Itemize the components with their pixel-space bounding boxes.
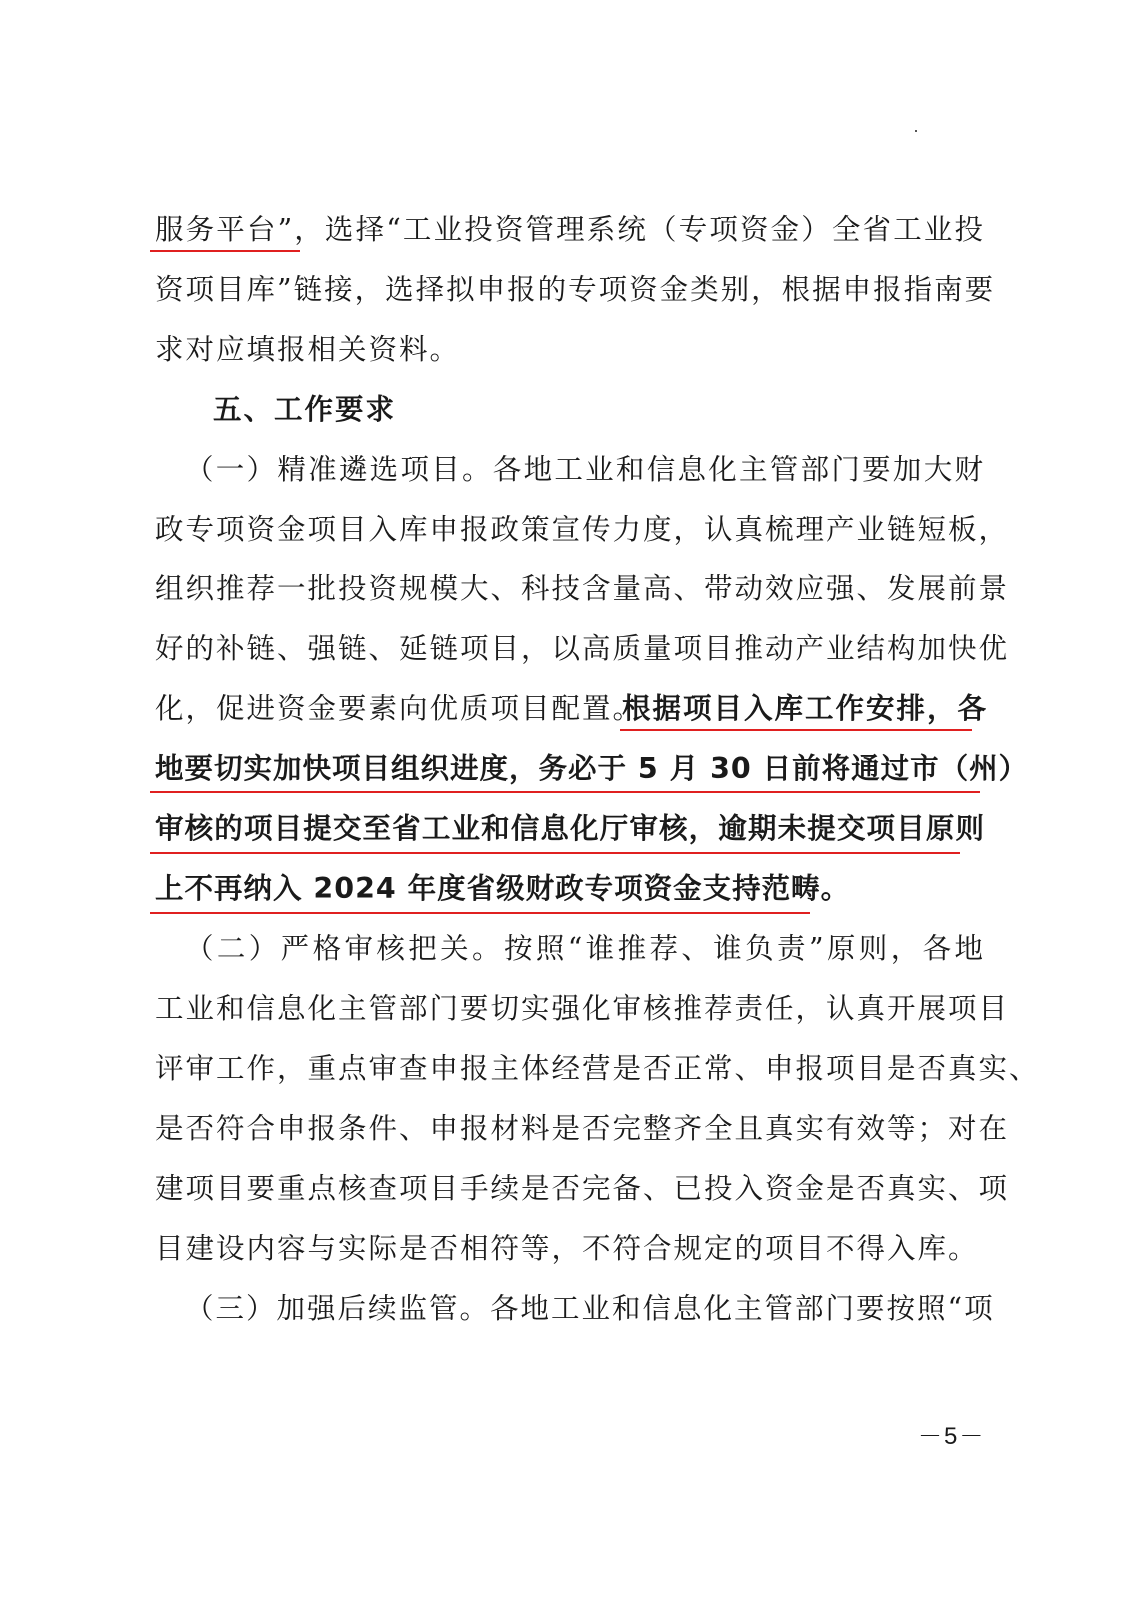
text-line: 求对应填报相关资料。	[155, 333, 461, 366]
text-line: （二）严格审核把关。按照“谁推荐、谁负责”原则，各地	[185, 932, 985, 965]
red-underline	[150, 791, 980, 793]
text-line: 建项目要重点核查项目手续是否完备、已投入资金是否真实、项	[155, 1172, 1010, 1205]
text-line: 化，促进资金要素向优质项目配置。	[155, 692, 644, 725]
text-line: 资项目库”链接，选择拟申报的专项资金类别，根据申报指南要	[155, 273, 996, 306]
scan-dot	[915, 130, 917, 132]
highlighted-text: 审核的项目提交至省工业和信息化厅审核，逾期未提交项目原则	[155, 812, 985, 845]
text-line: 工业和信息化主管部门要切实强化审核推荐责任，认真开展项目	[155, 992, 1010, 1025]
red-underline	[620, 729, 972, 731]
text-line: 服务平台”，选择“工业投资管理系统（专项资金）全省工业投	[155, 213, 985, 246]
highlighted-text: 上不再纳入 2024 年度省级财政专项资金支持范畴。	[155, 872, 851, 905]
text-line: （一）精准遴选项目。各地工业和信息化主管部门要加大财	[185, 453, 985, 486]
red-underline	[150, 912, 810, 914]
text-line: 政专项资金项目入库申报政策宣传力度，认真梳理产业链短板，	[155, 513, 1010, 546]
red-underline	[150, 250, 300, 252]
text-line: 好的补链、强链、延链项目，以高质量项目推动产业结构加快优	[155, 632, 1010, 665]
text-line: （三）加强后续监管。各地工业和信息化主管部门要按照“项	[185, 1292, 995, 1325]
text-line: 是否符合申报条件、申报材料是否完整齐全且真实有效等；对在	[155, 1112, 1010, 1145]
section-heading: 五、工作要求	[213, 393, 397, 426]
red-underline	[150, 852, 960, 854]
highlighted-text: 地要切实加快项目组织进度，务必于 5 月 30 日前将通过市（州）	[155, 752, 1029, 785]
text-line: 目建设内容与实际是否相符等，不符合规定的项目不得入库。	[155, 1232, 979, 1265]
highlighted-text: 根据项目入库工作安排，各	[622, 692, 987, 725]
text-line: 评审工作，重点审查申报主体经营是否正常、申报项目是否真实、	[155, 1052, 1040, 1085]
text-line: 组织推荐一批投资规模大、科技含量高、带动效应强、发展前景	[155, 572, 1010, 605]
page-number: －5－	[918, 1423, 986, 1450]
